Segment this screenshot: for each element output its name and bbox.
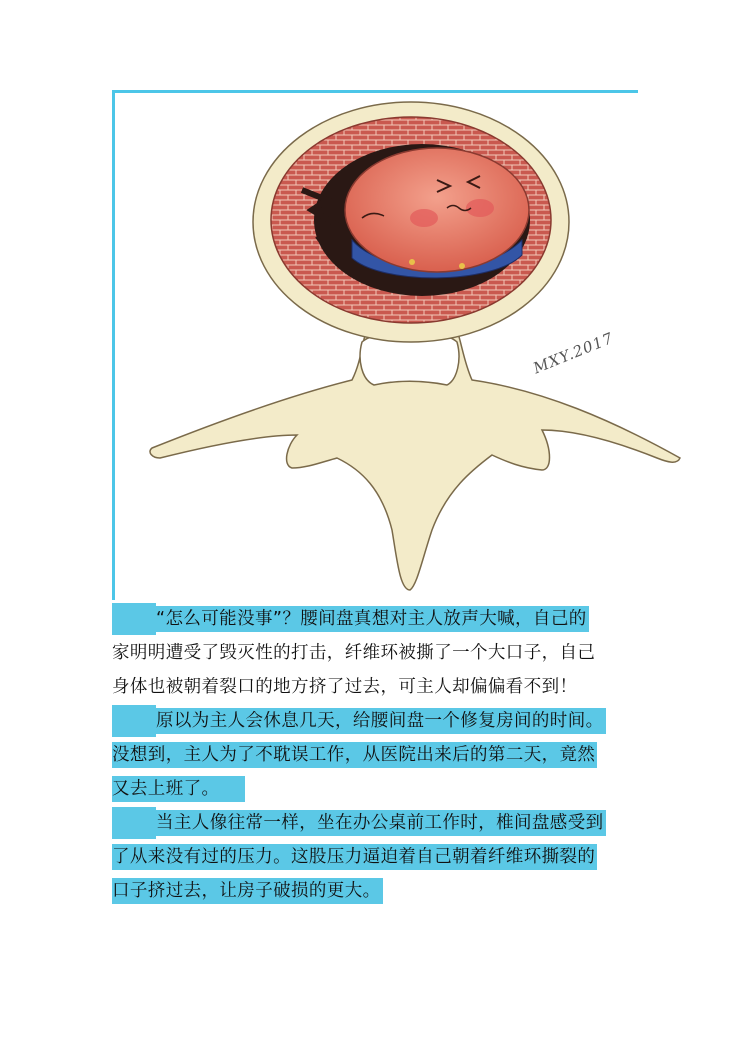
vertebra-illustration [112, 90, 710, 600]
article-body [112, 602, 672, 908]
p2-line3: 又去上班了。 [112, 772, 672, 806]
vertebra-drawing [112, 90, 710, 600]
artist-signature: MXY.2017 [530, 328, 617, 378]
disc-nucleus [345, 148, 529, 272]
p3-line3: 口子挤过去，让房子破损的更大。 [112, 874, 672, 908]
p3-line1: 当主人像往常一样，坐在办公桌前工作时，椎间盘感受到 [112, 806, 672, 840]
p2-line1: 原以为主人会休息几天，给腰间盘一个修复房间的时间。 [112, 704, 672, 738]
p1-line1: “怎么可能没事”？腰间盘真想对主人放声大喊，自己的 [112, 602, 672, 636]
p1-line2: 家明明遭受了毁灭性的打击，纤维环被撕了一个大口子，自己 [112, 643, 596, 663]
p1-line3: 身体也被朝着裂口的地方挤了过去，可主人却偏偏看不到！ [112, 677, 578, 697]
p2-line2: 没想到，主人为了不耽误工作，从医院出来后的第二天，竟然 [112, 738, 672, 772]
p3-line2: 了从来没有过的压力。这股压力逼迫着自己朝着纤维环撕裂的 [112, 840, 672, 874]
